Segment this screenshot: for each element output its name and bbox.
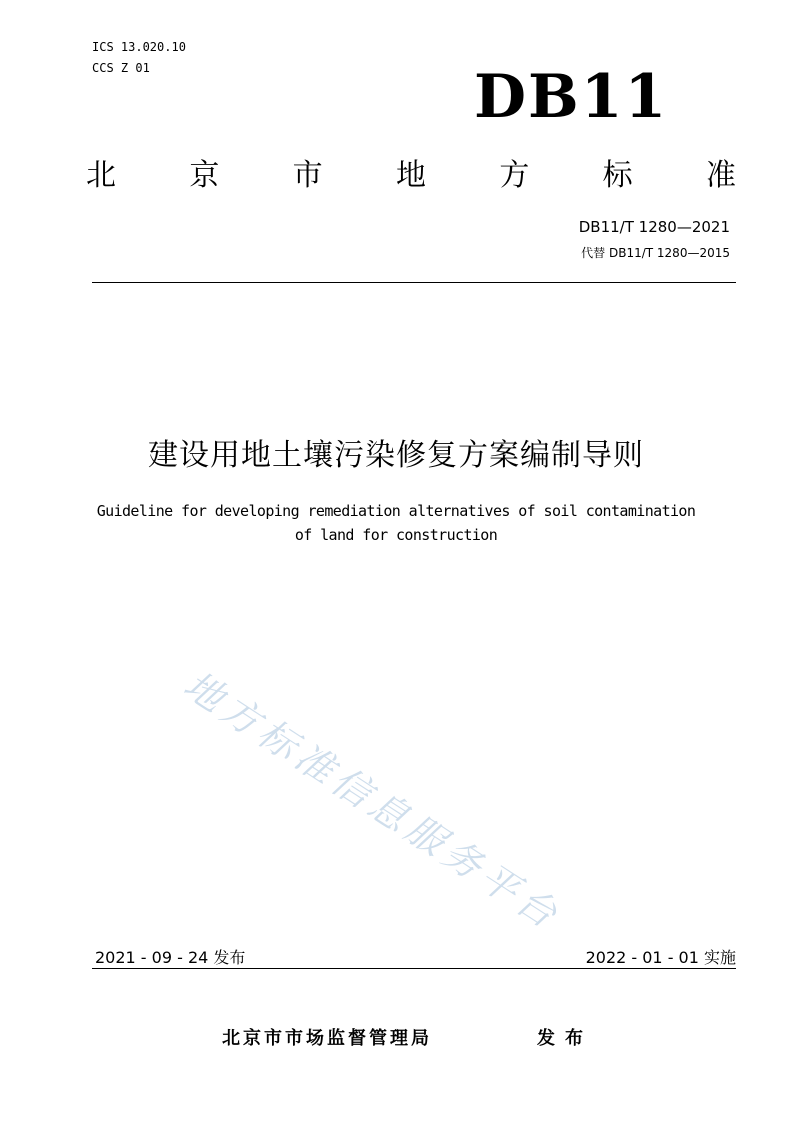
standard-type-char: 方 [499, 158, 530, 193]
implementation-date: 2022 - 01 - 01 实施 [585, 948, 736, 967]
top-divider [92, 282, 736, 283]
issue-action: 发布 [537, 1028, 593, 1049]
english-title-line2: of land for construction [294, 526, 498, 544]
watermark: 地方标准信息服务平台 [176, 662, 570, 940]
standard-type [86, 150, 736, 194]
standard-type-char: 标 [602, 158, 633, 193]
issuing-authority: 北京市市场监督管理局 [222, 1028, 432, 1049]
standard-type-char: 市 [292, 158, 323, 193]
english-title-line1: Guideline for developing remediation alternatives of soil contamination [96, 502, 696, 520]
standard-type-char: 地 [395, 158, 426, 193]
db-logo: DB11 [474, 62, 669, 132]
standard-type-char: 准 [705, 158, 736, 193]
standard-type-char: 京 [189, 158, 220, 193]
standard-number: DB11/T 1280—2021 [578, 218, 730, 236]
replaces-note: 代替 DB11/T 1280—2015 [581, 246, 730, 260]
standard-type-char: 北 [86, 158, 116, 193]
chinese-title: 建设用地土壤污染修复方案编制导则 [148, 438, 644, 473]
issue-date: 2021 - 09 - 24 发布 [95, 948, 246, 967]
bottom-divider [92, 968, 736, 969]
ccs-code: CCS Z 01 [92, 61, 150, 75]
ics-code: ICS 13.020.10 [92, 40, 186, 54]
